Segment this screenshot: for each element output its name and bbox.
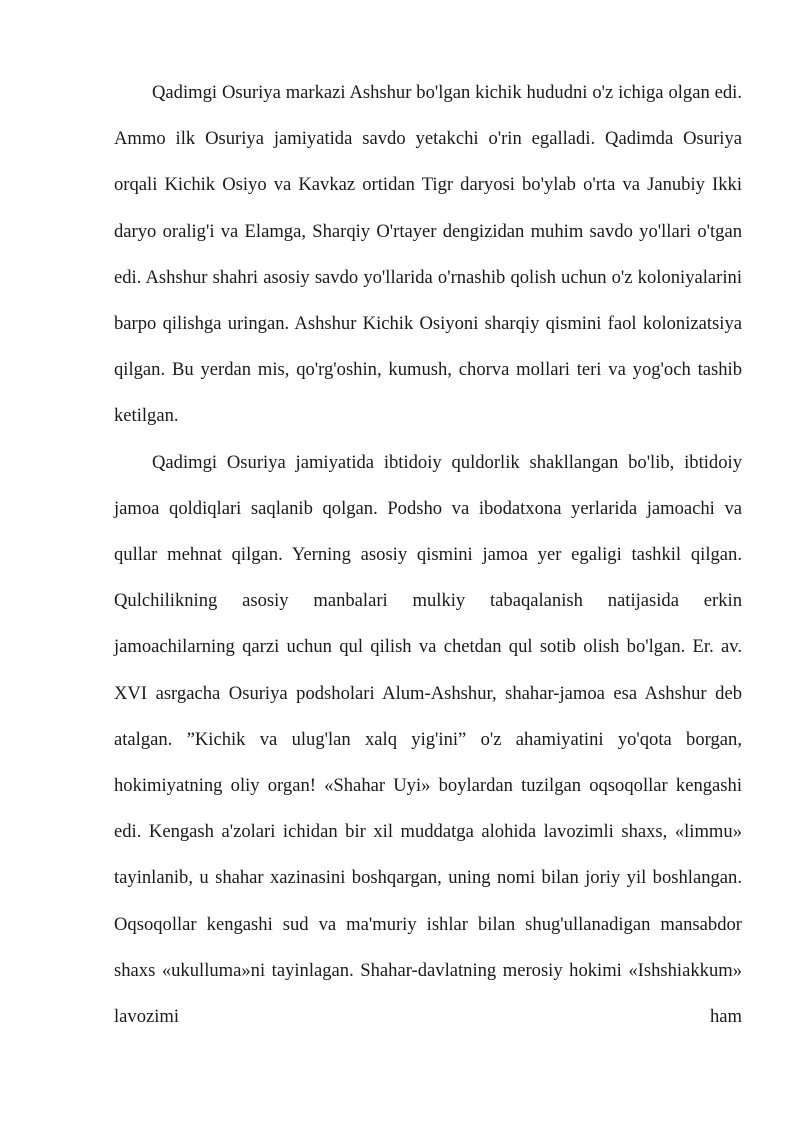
paragraph-1: Qadimgi Osuriya markazi Ashshur bo'lgan kichik hududni o'z ichiga olgan edi. Ammo ilk Osuriya jamiyatida savdo yetakchi o'rin egalladi. Qadimda Osuriya orqali Kichik Osiyo va Kavkaz ortidan Tigr daryosi bo'ylab o'rta va Janubiy Ikki daryo oralig'i va Elamga, Sharqiy O'rtayer dengizidan muhim savdo yo'llari o'tgan edi. Ashshur shahri asosiy savdo yo'llarida o'rnashib qolish uchun o'z koloniyalarini barpo qilishga uringan. Ashshur Kichik Osiyoni sharqiy qismini faol kolonizatsiya qilgan. Bu yerdan mis, qo'rg'oshin, kumush, chorva mollari teri va yog'och tashib ketilgan. — [114, 82, 742, 427]
document-page — [114, 70, 742, 1040]
paragraph-2: Qadimgi Osuriya jamiyatida ibtidoiy quldorlik shakllangan bo'lib, ibtidoiy jamoa qoldiqlari saqlanib qolgan. Podsho va ibodatxona yerlarida jamoachi va qullar mehnat qilgan. Yerning asosiy qismini jamoa yer egaligi tashkil qilgan. Qulchilikning asosiy manbalari mulkiy tabaqalanish natijasida erkin jamoachilarning qarzi uchun qul qilish va chetdan qul sotib olish bo'lgan. Er. av. XVI asrgacha Osuriya podsholari Alum-Ashshur, shahar-jamoa esa Ashshur deb atalgan. ”Kichik va ulug'lan xalq yig'ini” o'z ahamiyatini yo'qota borgan, hokimiyatning oliy organ! «Shahar Uyi» boylardan tuzilgan oqsoqollar kengashi edi. Kengash a'zolari ichidan bir xil muddatga alohida lavozimli shaxs, «limmu» tayinlanib, u shahar xazinasini boshqargan, uning nomi bilan joriy yil boshlangan. Oqsoqollar kengashi sud va ma'muriy ishlar bilan shug'ullanadigan mansabdor shaxs «ukulluma»ni tayinlagan. Shahar-davlatning merosiy hokimi «Ishshiakkum» lavozimi ham — [114, 451, 742, 1028]
